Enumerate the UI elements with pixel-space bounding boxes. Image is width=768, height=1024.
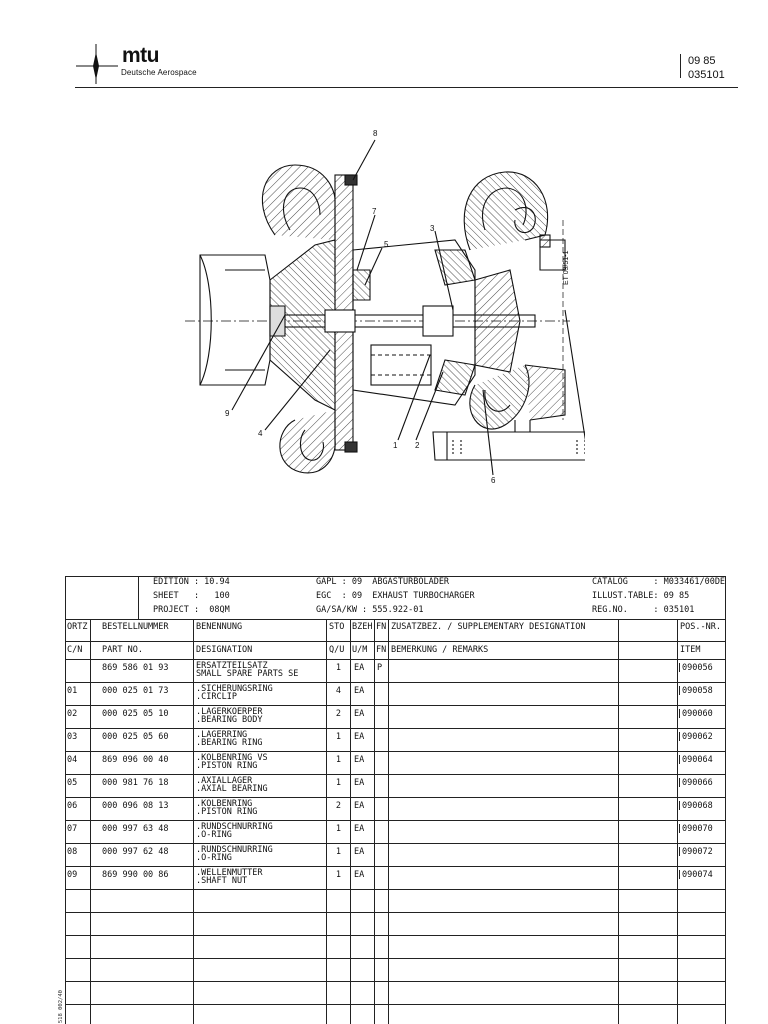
row-item: 090058 <box>682 686 713 696</box>
row-designation-en: SMALL SPARE PARTS SE <box>196 669 299 679</box>
row-cn: 05 <box>67 778 78 788</box>
row-item: 090056 <box>682 663 713 673</box>
col-header-qty: Q/U <box>329 645 345 655</box>
col-header-fn: FN <box>376 645 387 655</box>
row-cn: 07 <box>67 824 78 834</box>
row-designation-en: .CIRCLIP <box>196 692 237 702</box>
callout-2: 2 <box>415 441 420 450</box>
item-tick <box>679 755 680 764</box>
callout-4: 4 <box>258 429 263 438</box>
row-unit: EA <box>354 663 365 673</box>
item-tick <box>679 824 680 833</box>
header-code: 035101 <box>688 69 725 81</box>
row-designation-de: .LAGERKOERPER <box>196 707 263 717</box>
callout-7: 7 <box>372 207 377 216</box>
row-item: 090070 <box>682 824 713 834</box>
row-quantity: 1 <box>335 663 341 673</box>
row-quantity: 1 <box>335 847 341 857</box>
row-part-number: 000 025 05 60 <box>102 732 169 742</box>
row-designation-en: .BEARING RING <box>196 738 263 748</box>
turbocharger-cross-section <box>185 120 585 500</box>
row-unit: EA <box>354 732 365 742</box>
row-cn: 03 <box>67 732 78 742</box>
row-item: 090062 <box>682 732 713 742</box>
col-header-supp-de: ZUSATZBEZ. / SUPPLEMENTARY DESIGNATION <box>391 622 586 632</box>
row-quantity: 2 <box>335 709 341 719</box>
item-tick <box>679 663 680 672</box>
row-quantity: 1 <box>335 732 341 742</box>
row-part-number: 000 997 63 48 <box>102 824 169 834</box>
row-part-number: 869 586 01 93 <box>102 663 169 673</box>
col-header-partno: PART NO. <box>102 645 143 655</box>
header-date: 09 85 <box>688 55 716 67</box>
row-cn: 09 <box>67 870 78 880</box>
row-designation-de: .RUNDSCHNURRING <box>196 845 273 855</box>
row-cn: 08 <box>67 847 78 857</box>
callout-6: 6 <box>491 476 496 485</box>
row-quantity: 4 <box>335 686 341 696</box>
header-rule <box>75 87 738 88</box>
row-unit: EA <box>354 870 365 880</box>
row-designation-en: .PISTON RING <box>196 761 258 771</box>
row-item: 090072 <box>682 847 713 857</box>
meta-reg: REG.NO. : 035101 <box>592 605 695 615</box>
row-item: 090060 <box>682 709 713 719</box>
row-designation-de: .KOLBENRING VS <box>196 753 268 763</box>
row-unit: EA <box>354 755 365 765</box>
row-cn: 04 <box>67 755 78 765</box>
item-tick <box>679 686 680 695</box>
meta-gapl: GAPL : 09 ABGASTURBOLADER <box>316 577 450 587</box>
row-part-number: 000 025 01 73 <box>102 686 169 696</box>
meta-ga: GA/SA/KW : 555.922-01 <box>316 605 424 615</box>
item-tick <box>679 870 680 879</box>
meta-egc: EGC : 09 EXHAUST TURBOCHARGER <box>316 591 475 601</box>
row-cn: 02 <box>67 709 78 719</box>
row-designation-de: .WELLENMUTTER <box>196 868 263 878</box>
row-quantity: 1 <box>335 870 341 880</box>
row-part-number: 000 981 76 18 <box>102 778 169 788</box>
side-stamp: 518 002/40 <box>58 990 64 1024</box>
item-tick <box>679 847 680 856</box>
row-designation-en: .SHAFT NUT <box>196 876 248 886</box>
turbocharger-drawing <box>185 120 585 500</box>
col-header-desig-de: BENENNUNG <box>196 622 243 632</box>
row-designation-en: .O-RING <box>196 830 232 840</box>
row-designation-de: .KOLBENRING <box>196 799 253 809</box>
callout-9: 9 <box>225 409 230 418</box>
row-part-number: 000 997 62 48 <box>102 847 169 857</box>
row-quantity: 1 <box>335 824 341 834</box>
meta-sheet: SHEET : 100 <box>153 591 230 601</box>
callout-1: 1 <box>393 441 398 450</box>
row-fn: P <box>377 663 383 673</box>
row-unit: EA <box>354 778 365 788</box>
row-unit: EA <box>354 801 365 811</box>
row-part-number: 000 096 08 13 <box>102 801 169 811</box>
col-header-fn-de: FN <box>376 622 387 632</box>
row-item: 090074 <box>682 870 713 880</box>
brand-subtitle: Deutsche Aerospace <box>121 68 197 77</box>
row-designation-de: .LAGERRING <box>196 730 248 740</box>
row-part-number: 869 990 00 86 <box>102 870 169 880</box>
col-header-ortz: ORTZ <box>67 622 88 632</box>
row-unit: EA <box>354 686 365 696</box>
row-part-number: 869 096 00 40 <box>102 755 169 765</box>
row-quantity: 1 <box>335 778 341 788</box>
col-header-qty-de: STO <box>329 622 345 632</box>
row-part-number: 000 025 05 10 <box>102 709 169 719</box>
col-header-item: ITEM <box>680 645 701 655</box>
row-quantity: 2 <box>335 801 341 811</box>
row-designation-en: .O-RING <box>196 853 232 863</box>
meta-edition: EDITION : 10.94 <box>153 577 230 587</box>
row-item: 090066 <box>682 778 713 788</box>
col-header-desig: DESIGNATION <box>196 645 253 655</box>
col-header-pos-de: POS.-NR. <box>680 622 721 632</box>
row-designation-en: .AXIAL BEARING <box>196 784 268 794</box>
row-designation-en: .BEARING BODY <box>196 715 263 725</box>
row-cn: 01 <box>67 686 78 696</box>
parts-table <box>65 576 726 1024</box>
row-designation-de: .AXIALLAGER <box>196 776 253 786</box>
header-divider <box>680 54 681 78</box>
row-unit: EA <box>354 709 365 719</box>
drawing-side-label: ET 09/51-1 <box>563 250 570 285</box>
row-unit: EA <box>354 824 365 834</box>
item-tick <box>679 709 680 718</box>
callout-3: 3 <box>430 224 435 233</box>
row-unit: EA <box>354 847 365 857</box>
meta-illust: ILLUST.TABLE: 09 85 <box>592 591 690 601</box>
row-quantity: 1 <box>335 755 341 765</box>
col-header-remarks: BEMERKUNG / REMARKS <box>391 645 489 655</box>
callout-8: 8 <box>373 129 378 138</box>
item-tick <box>679 778 680 787</box>
row-designation-de: .RUNDSCHNURRING <box>196 822 273 832</box>
callout-5: 5 <box>384 240 389 249</box>
meta-project: PROJECT : 08QM <box>153 605 230 615</box>
row-designation-en: .PISTON RING <box>196 807 258 817</box>
brand-name: mtu <box>122 44 159 67</box>
row-item: 090068 <box>682 801 713 811</box>
col-header-cn: C/N <box>67 645 83 655</box>
col-header-um-de: BZEH <box>352 622 373 632</box>
row-item: 090064 <box>682 755 713 765</box>
row-designation-de: .SICHERUNGSRING <box>196 684 273 694</box>
item-tick <box>679 732 680 741</box>
col-header-partno-de: BESTELLNUMMER <box>102 622 169 632</box>
row-cn: 06 <box>67 801 78 811</box>
item-tick <box>679 801 680 810</box>
col-header-um: U/M <box>352 645 368 655</box>
meta-catalog: CATALOG : M033461/00DE <box>592 577 726 587</box>
row-designation-de: ERSATZTEILSATZ <box>196 661 268 671</box>
